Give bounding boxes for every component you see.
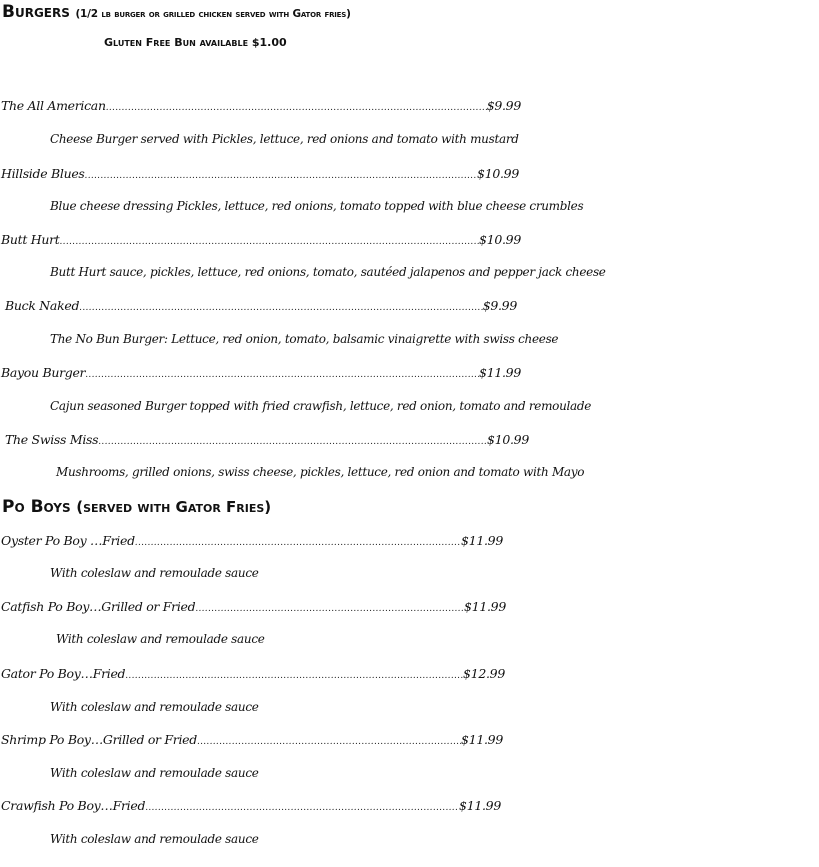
item-description: Mushrooms, grilled onions, swiss cheese, pickles, lettuce, red onion and tomato with Mayo	[56, 465, 585, 479]
item-price: $10.99	[477, 166, 519, 181]
item-description: With coleslaw and remoulade sauce	[56, 632, 265, 646]
item-name: Catfish Po Boy…Grilled or Fried	[1, 599, 196, 614]
po-boys-title: Po Boys	[2, 497, 71, 517]
item-name: The Swiss Miss	[5, 432, 99, 447]
item-price: $11.99	[479, 365, 521, 380]
item-name: Bayou Burger	[1, 365, 86, 380]
item-name: The All American	[1, 98, 106, 113]
menu-item-hillside-blues	[1, 166, 519, 181]
dot-leader	[197, 737, 461, 747]
dot-leader	[98, 437, 487, 447]
item-price: $10.99	[487, 432, 529, 447]
dot-leader	[135, 538, 461, 548]
burgers-title: Burgers	[2, 2, 70, 22]
item-name: Oyster Po Boy …Fried	[1, 533, 135, 548]
menu-item-butt-hurt	[1, 232, 521, 247]
item-price: $12.99	[463, 666, 505, 681]
item-description: Blue cheese dressing Pickles, lettuce, red onions, tomato topped with blue cheese crumbles	[50, 199, 584, 213]
item-price: $9.99	[482, 298, 517, 313]
item-name: Crawfish Po Boy…Fried	[1, 798, 146, 813]
dot-leader	[60, 237, 480, 247]
menu-item-bayou-burger	[1, 365, 521, 380]
menu-item-buck-naked	[5, 298, 517, 313]
item-description: With coleslaw and remoulade sauce	[50, 832, 259, 846]
item-name: Butt Hurt	[1, 232, 60, 247]
item-description: With coleslaw and remoulade sauce	[50, 700, 259, 714]
menu-item-swiss-miss	[5, 432, 529, 447]
menu-item-crawfish-po-boy	[1, 798, 501, 813]
menu-item-shrimp-po-boy	[1, 732, 503, 747]
item-description: With coleslaw and remoulade sauce	[50, 766, 259, 780]
dot-leader	[85, 370, 479, 380]
item-name: Shrimp Po Boy…Grilled or Fried	[1, 732, 197, 747]
burgers-subtitle: (1/2 lb burger or grilled chicken served with Gator fries)	[75, 8, 351, 20]
dot-leader	[125, 671, 463, 681]
menu-item-gator-po-boy	[1, 666, 505, 681]
item-description: Cheese Burger served with Pickles, lettuce, red onions and tomato with mustard	[50, 132, 519, 146]
menu-item-all-american	[1, 98, 521, 113]
item-description: The No Bun Burger: Lettuce, red onion, tomato, balsamic vinaigrette with swiss cheese	[50, 332, 559, 346]
item-description: With coleslaw and remoulade sauce	[50, 566, 259, 580]
item-description: Cajun seasoned Burger topped with fried crawfish, lettuce, red onion, tomato and remoulade	[50, 399, 592, 413]
dot-leader	[195, 604, 464, 614]
item-price: $11.99	[461, 732, 503, 747]
item-name: Hillside Blues	[1, 166, 85, 181]
dot-leader	[79, 303, 483, 313]
gluten-free-note: Gluten Free Bun available $1.00	[104, 36, 287, 49]
item-price: $9.99	[486, 98, 521, 113]
po-boys-subtitle: (served with Gator Fries)	[76, 498, 272, 516]
item-price: $11.99	[464, 599, 506, 614]
menu-item-oyster-po-boy	[1, 533, 503, 548]
dot-leader	[106, 103, 487, 113]
item-price: $11.99	[461, 533, 503, 548]
menu-item-catfish-po-boy	[1, 599, 506, 614]
item-price: $10.99	[479, 232, 521, 247]
burgers-heading	[2, 2, 351, 22]
dot-leader	[145, 803, 459, 813]
po-boys-heading	[2, 497, 271, 517]
item-price: $11.99	[459, 798, 501, 813]
item-description: Butt Hurt sauce, pickles, lettuce, red onions, tomato, sautéed jalapenos and pepper jack cheese	[50, 265, 606, 279]
item-name: Buck Naked	[5, 298, 80, 313]
item-name: Gator Po Boy…Fried	[1, 666, 126, 681]
dot-leader	[85, 171, 478, 181]
